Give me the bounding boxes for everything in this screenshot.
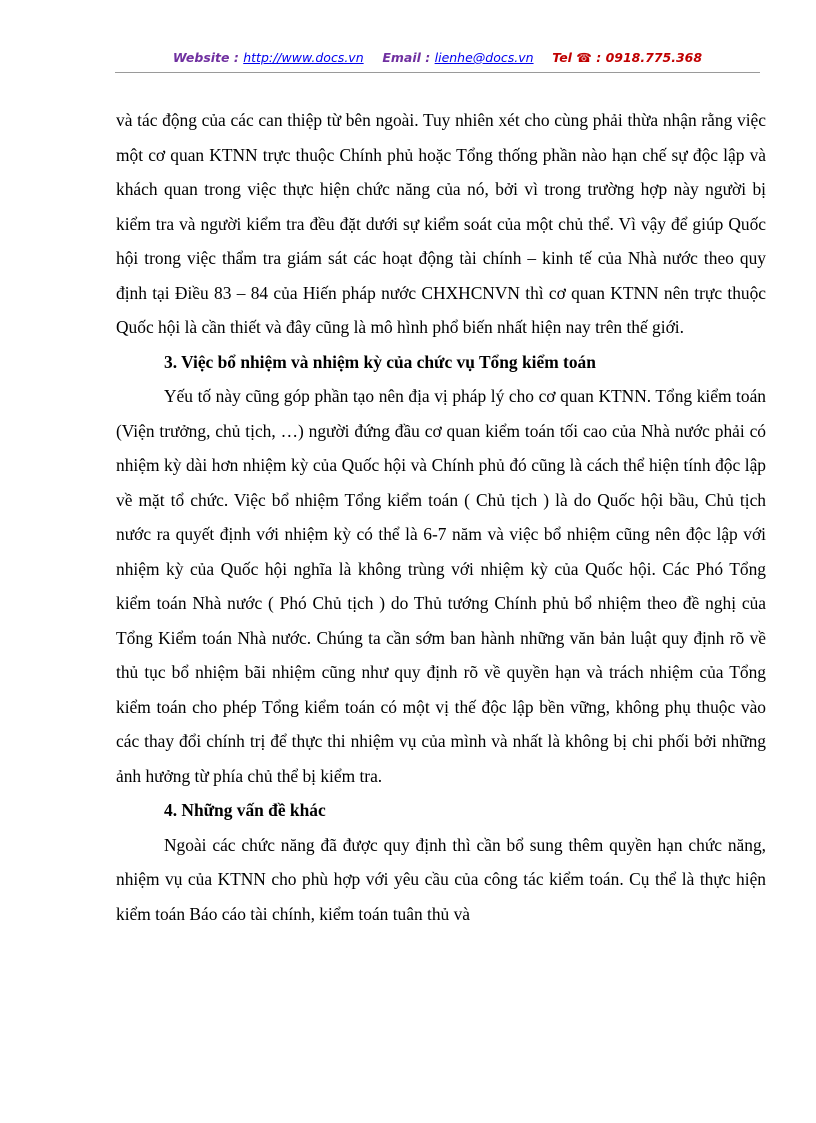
tel-label: Tel ☎ : <box>552 50 602 65</box>
email-label: Email : <box>382 50 431 65</box>
section-heading-3: 3. Việc bổ nhiệm và nhiệm kỳ của chức vụ Tổng kiểm toán <box>164 351 596 372</box>
website-link[interactable]: http://www.docs.vn <box>243 50 364 65</box>
website-label: Website : <box>172 50 239 65</box>
email-link[interactable]: lienhe@docs.vn <box>434 50 534 65</box>
paragraph-other-issues: Ngoài các chức năng đã được quy định thì cần bổ sung thêm quyền hạn chức năng, nhiệm vụ của KTNN cho phù hợp với yêu cầu của công tác kiểm toán. Cụ thể là thực hiện kiểm toán Báo cáo tài chính, kiểm toán tuân thủ và <box>116 834 766 924</box>
document-body <box>116 103 766 931</box>
paragraph-independence: và tác động của các can thiệp từ bên ngoài. Tuy nhiên xét cho cùng phải thừa nhận rằng việc một cơ quan KTNN trực thuộc Chính phủ hoặc Tổng thống phần nào hạn chế sự độc lập và khách quan trong việc thực hiện chức năng của nó, bởi vì trong trường hợp này người bị kiểm tra và người kiểm tra đều đặt dưới sự kiểm soát của một chủ thể. Vì vậy để giúp Quốc hội trong việc thẩm tra giám sát các hoạt động tài chính – kinh tế của Nhà nước theo quy định tại Điều 83 – 84 của Hiến pháp nước CHXHCNVN thì cơ quan KTNN nên trực thuộc Quốc hội là cần thiết và đây cũng là mô hình phổ biến nhất hiện nay trên thế giới. <box>116 110 766 337</box>
section-heading-4: 4. Những vấn đề khác <box>164 800 326 820</box>
tel-value: 0918.775.368 <box>605 50 703 65</box>
paragraph-appointment: Yếu tố này cũng góp phần tạo nên địa vị pháp lý cho cơ quan KTNN. Tổng kiểm toán (Viện trưởng, chủ tịch, …) người đứng đầu cơ quan kiểm toán tối cao của Nhà nước phải có nhiệm kỳ dài hơn nhiệm kỳ của Quốc hội và Chính phủ đó cũng là cách thể hiện tính độc lập về mặt tổ chức. Việc bổ nhiệm Tổng kiểm toán ( Chủ tịch ) là do Quốc hội bầu, Chủ tịch nước ra quyết định với nhiệm kỳ có thể là 6-7 năm và việc bổ nhiệm cũng nên độc lập với nhiệm kỳ của Quốc hội nghĩa là không trùng với nhiệm kỳ của Quốc hội. Các Phó Tổng kiểm toán Nhà nước ( Phó Chủ tịch ) do Thủ tướng Chính phủ bổ nhiệm theo đề nghị của Tổng Kiểm toán Nhà nước. Chúng ta cần sớm ban hành những văn bản luật quy định rõ về thủ tục bổ nhiệm bãi nhiệm cũng như quy định rõ về quyền hạn và trách nhiệm của Tổng kiểm toán cho phép Tổng kiểm toán có một vị thế độc lập bền vững, không phụ thuộc vào các thay đổi chính trị để thực thi nhiệm vụ của mình và nhất là không bị chi phối bởi những ảnh hưởng từ phía chủ thể bị kiểm tra. <box>116 386 766 786</box>
page-header <box>115 50 760 73</box>
